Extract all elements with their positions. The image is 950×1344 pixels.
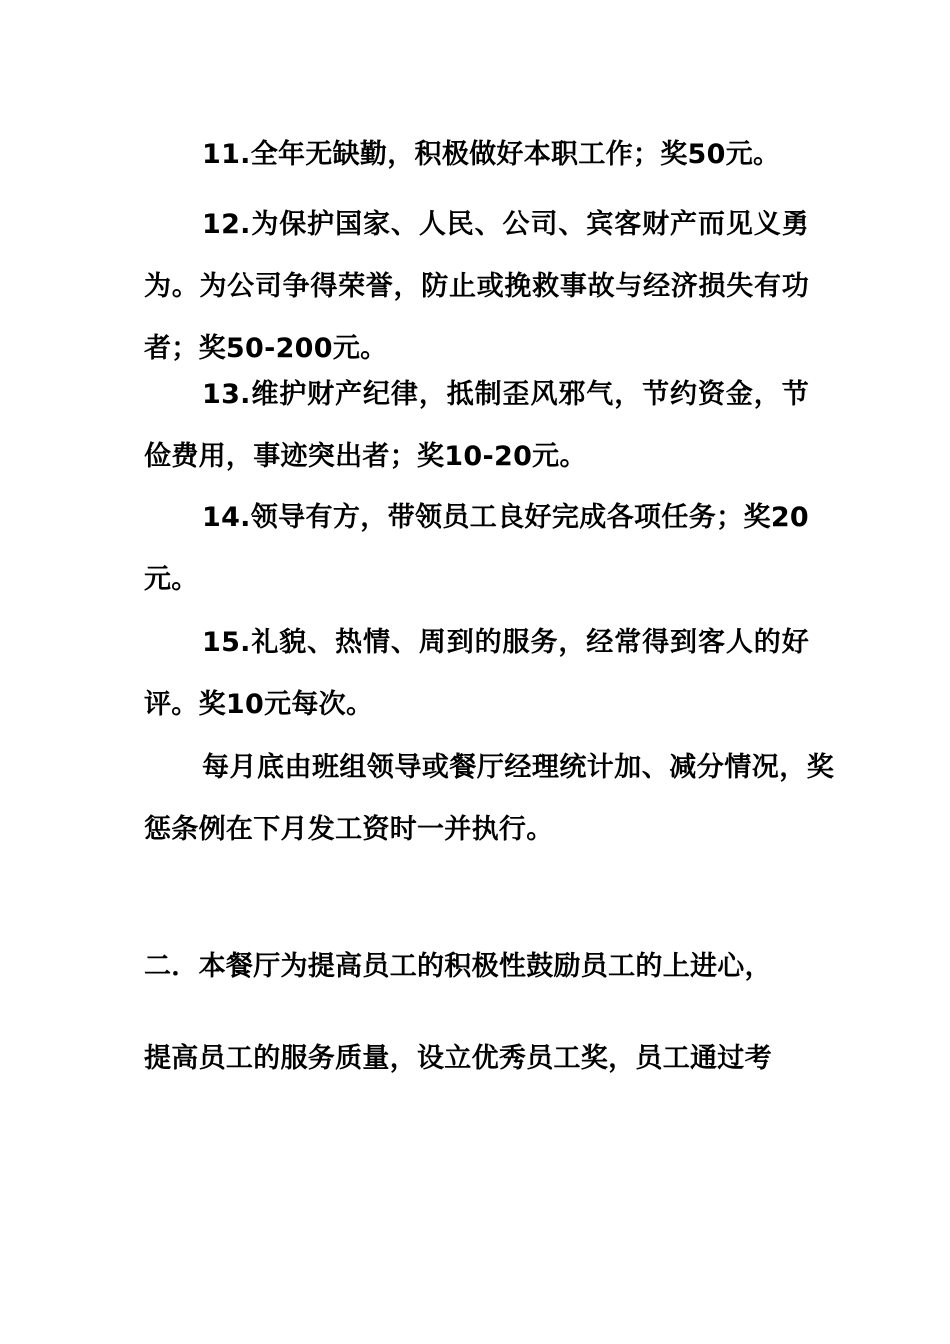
rule-item-14: 14.领导有方，带领员工良好完成各项任务；奖20元。 <box>144 502 809 595</box>
monthly-settlement-note: 每月底由班组领导或餐厅经理统计加、减分情况，奖惩条例在下月发工资时一并执行。 <box>144 752 834 845</box>
section-two-line-1: 二．本餐厅为提高员工的积极性鼓励员工的上进心， <box>144 951 772 982</box>
rule-item-15: 15.礼貌、热情、周到的服务，经常得到客人的好评。奖10元每次。 <box>144 627 809 720</box>
rule-item-12: 12.为保护国家、人民、公司、宾客财产而见义勇为。为公司争得荣誉，防止或挽救事故与经济损失有功者；奖50-200元。 <box>144 209 809 364</box>
rule-item-13: 13.维护财产纪律，抵制歪风邪气，节约资金，节俭费用，事迹突出者；奖10-20元。 <box>144 379 809 472</box>
section-two-line-2: 提高员工的服务质量，设立优秀员工奖，员工通过考 <box>144 1043 772 1074</box>
rule-item-11: 11.全年无缺勤，积极做好本职工作；奖50元。 <box>202 139 781 170</box>
